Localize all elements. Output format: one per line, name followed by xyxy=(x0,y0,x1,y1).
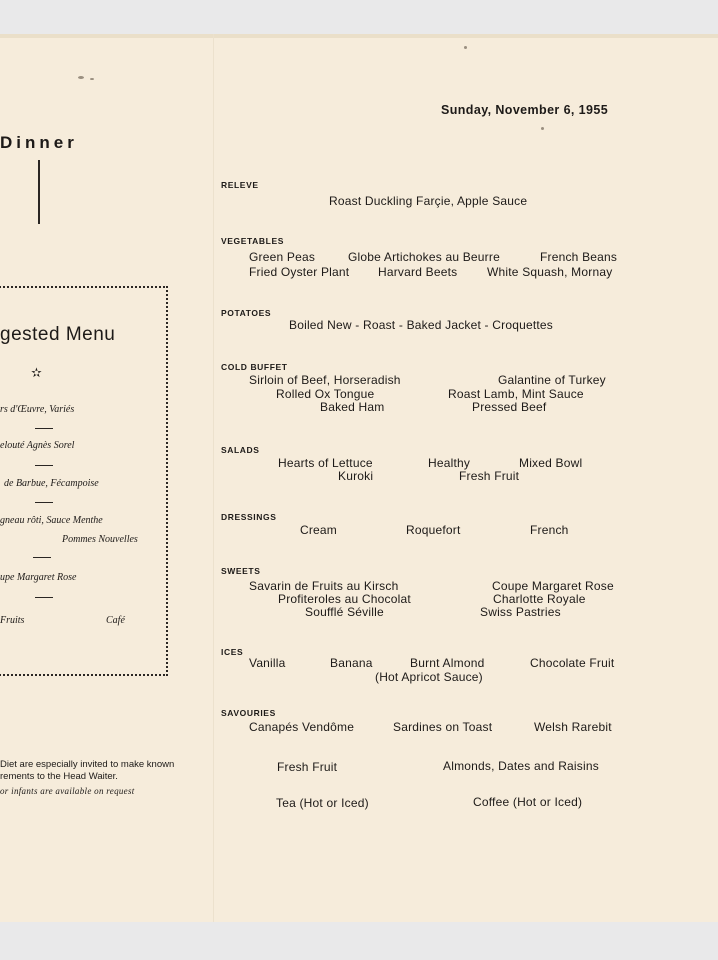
menu-item: Burnt Almond xyxy=(410,656,485,670)
section-heading-sweets: SWEETS xyxy=(221,566,261,576)
menu-item: Soufflé Séville xyxy=(305,605,384,619)
menu-item: Boiled New - Roast - Baked Jacket - Croquettes xyxy=(289,318,553,332)
menu-item: Roast Duckling Farçie, Apple Sauce xyxy=(329,194,528,208)
paper-speck xyxy=(541,127,544,130)
closing-item: Almonds, Dates and Raisins xyxy=(443,759,599,773)
menu-item: Rolled Ox Tongue xyxy=(276,387,375,401)
section-heading-potatoes: POTATOES xyxy=(221,308,272,318)
menu-item: Healthy xyxy=(428,456,471,470)
menu-item: (Hot Apricot Sauce) xyxy=(375,670,483,684)
menu-item: Roast Lamb, Mint Sauce xyxy=(448,387,584,401)
menu-item: White Squash, Mornay xyxy=(487,265,613,279)
page-top-shadow xyxy=(0,34,718,38)
divider xyxy=(35,465,53,466)
closing-item: Coffee (Hot or Iced) xyxy=(473,795,583,809)
section-heading-savouries: SAVOURIES xyxy=(221,708,276,718)
left-menu-item: Fruits xyxy=(0,615,25,626)
menu-item: Baked Ham xyxy=(320,400,385,414)
menu-item: French Beans xyxy=(540,250,618,264)
left-menu-item: Café xyxy=(106,615,125,626)
menu-item: Globe Artichokes au Beurre xyxy=(348,250,500,264)
menu-item: Fresh Fruit xyxy=(459,469,520,483)
divider xyxy=(35,597,53,598)
menu-item: Cream xyxy=(300,523,338,537)
menu-item: Hearts of Lettuce xyxy=(278,456,373,470)
menu-item: Kuroki xyxy=(338,469,374,483)
paper-speck xyxy=(78,76,84,79)
diet-note: rements to the Head Waiter. xyxy=(0,771,118,782)
star-ornament-icon: ✫ xyxy=(31,365,42,380)
menu-item: Pressed Beef xyxy=(472,400,547,414)
dinner-title: Dinner xyxy=(0,133,78,152)
infant-note: or infants are available on request xyxy=(0,786,135,796)
menu-item: Roquefort xyxy=(406,523,461,537)
menu-item: Charlotte Royale xyxy=(493,592,586,606)
section-heading-dressings: DRESSINGS xyxy=(221,512,277,522)
closing-item: Fresh Fruit xyxy=(277,760,338,774)
left-menu-item: gneau rôti, Sauce Menthe xyxy=(0,515,103,526)
menu-date: Sunday, November 6, 1955 xyxy=(441,103,609,117)
divider xyxy=(35,502,53,503)
menu-item: Harvard Beets xyxy=(378,265,458,279)
suggested-menu-title: gested Menu xyxy=(0,324,116,345)
menu-item: Chocolate Fruit xyxy=(530,656,615,670)
menu-item: Profiteroles au Chocolat xyxy=(278,592,411,606)
menu-item: Sardines on Toast xyxy=(393,720,493,734)
closing-item: Tea (Hot or Iced) xyxy=(276,796,369,810)
menu-item: Canapés Vendôme xyxy=(249,720,355,734)
menu-item: Mixed Bowl xyxy=(519,456,583,470)
left-menu-item: de Barbue, Fécampoise xyxy=(4,478,99,489)
menu-item: Coupe Margaret Rose xyxy=(492,579,614,593)
dinner-vertical-rule xyxy=(38,160,40,224)
menu-item: Savarin de Fruits au Kirsch xyxy=(249,579,399,593)
diet-note: Diet are especially invited to make known xyxy=(0,759,175,770)
left-menu-item: Pommes Nouvelles xyxy=(62,534,138,545)
menu-item: Swiss Pastries xyxy=(480,605,561,619)
section-heading-cold-buffet: COLD BUFFET xyxy=(221,362,288,372)
menu-item: Green Peas xyxy=(249,250,316,264)
menu-item: Galantine of Turkey xyxy=(498,373,606,387)
left-menu-item: rs d'Œuvre, Variés xyxy=(0,404,75,415)
section-heading-vegetables: VEGETABLES xyxy=(221,236,284,246)
menu-item: Vanilla xyxy=(249,656,286,670)
divider xyxy=(33,557,51,558)
section-heading-ices: ICES xyxy=(221,647,244,657)
paper-speck xyxy=(90,78,94,80)
left-menu-item: elouté Agnès Sorel xyxy=(0,440,75,451)
section-heading-releve: RELEVE xyxy=(221,180,259,190)
left-menu-item: upe Margaret Rose xyxy=(0,572,77,583)
menu-item: French xyxy=(530,523,569,537)
section-heading-salads: SALADS xyxy=(221,445,260,455)
menu-item: Welsh Rarebit xyxy=(534,720,612,734)
divider xyxy=(35,428,53,429)
menu-item: Fried Oyster Plant xyxy=(249,265,350,279)
paper-speck xyxy=(464,46,467,49)
menu-item: Sirloin of Beef, Horseradish xyxy=(249,373,401,387)
fold-crease xyxy=(213,34,214,922)
menu-item: Banana xyxy=(330,656,373,670)
